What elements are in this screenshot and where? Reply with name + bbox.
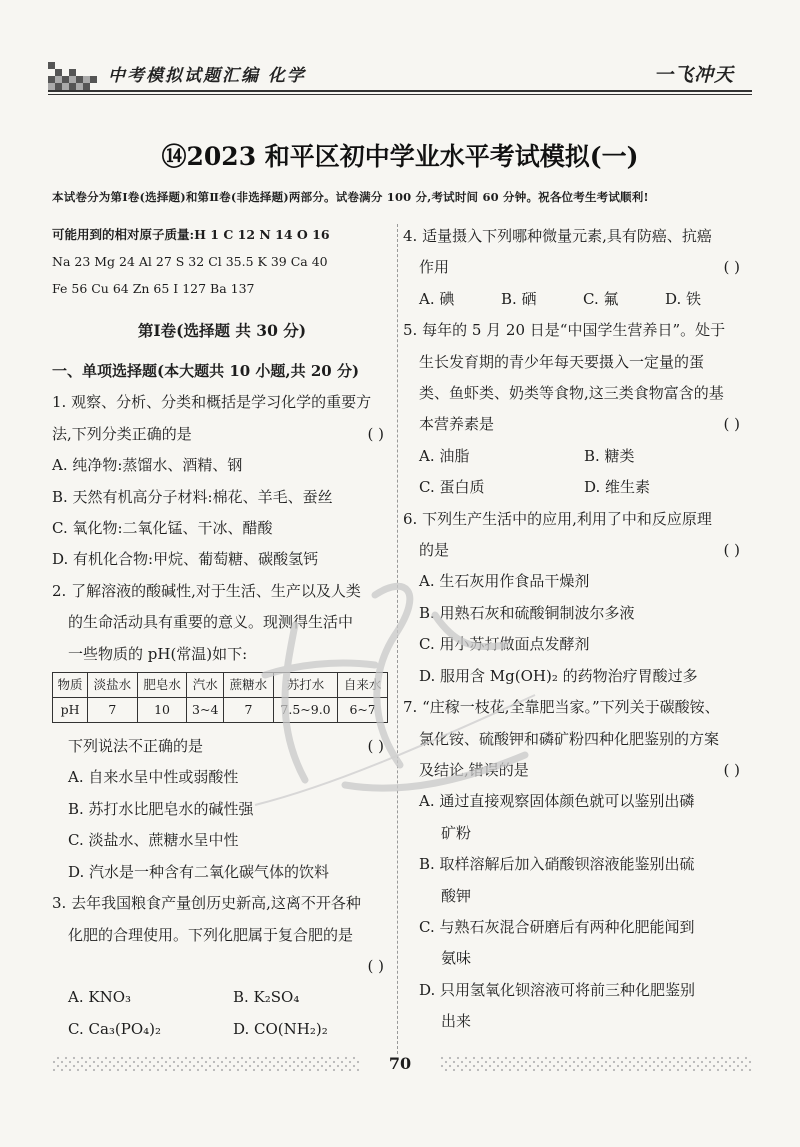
atomic-masses-line-3: Fe 56 Cu 64 Zn 65 I 127 Ba 137 (52, 281, 255, 296)
question-5-options-cd (403, 472, 748, 503)
question-5-line-4 (403, 409, 748, 440)
question-1-option-c: C. 氧化物:二氧化锰、干冰、醋酸 (52, 519, 273, 538)
ph-table-cell: 7 (224, 698, 274, 723)
question-3-line-2: 化肥的合理使用。下列化肥属于复合肥的是 (68, 925, 354, 944)
question-2-option-a: A. 自来水呈中性或弱酸性 (68, 768, 239, 787)
question-2-stem (52, 731, 392, 762)
question-3-answer-blank[interactable]: ( ) (367, 956, 384, 975)
header-rule-thin (48, 94, 752, 95)
question-7-option-a-line-1: A. 通过直接观察固体颜色就可以鉴别出磷 (419, 792, 695, 811)
ph-table-cell: 7 (88, 698, 138, 723)
part-title: 一、单项选择题(本大题共 10 小题,共 20 分) (52, 362, 360, 380)
question-6-option-b: B. 用熟石灰和硫酸铜制波尔多液 (419, 603, 635, 622)
ph-table-header: 肥皂水 (137, 673, 187, 698)
question-4-option-a: A. 碘 (419, 289, 455, 308)
question-4 (403, 221, 748, 315)
question-5-option-c: C. 蛋白质 (419, 478, 485, 497)
column-divider (397, 224, 398, 1054)
question-6-line-1: 6. 下列生产生活中的应用,利用了中和反应原理 (403, 509, 712, 528)
question-6-option-a: A. 生石灰用作食品干燥剂 (419, 572, 590, 591)
ph-table-header: 淡盐水 (88, 673, 138, 698)
question-6-answer-blank[interactable]: ( ) (723, 541, 740, 560)
question-4-line-2-text: 作用 (419, 258, 450, 277)
question-4-option-b: B. 硒 (501, 289, 537, 308)
question-7-option-b-line-1: B. 取样溶解后加入硝酸钡溶液能鉴别出硫 (419, 855, 695, 874)
header-series-title: 中考模拟试题汇编 化学 (108, 66, 306, 86)
left-column (52, 221, 392, 1045)
ph-table-header: 物质 (53, 673, 88, 698)
question-4-line-1: 4. 适量摄入下列哪种微量元素,具有防癌、抗癌 (403, 227, 712, 245)
question-3-line-1: 3. 去年我国粮食产量创历史新高,这离不开各种 (52, 894, 361, 913)
question-6-option-c: C. 用小苏打做面点发酵剂 (419, 635, 590, 654)
ph-table-value-row (53, 698, 388, 723)
header-rule (48, 90, 752, 92)
question-7-option-b-line-2: 酸钾 (441, 886, 472, 905)
question-6 (403, 504, 748, 692)
question-1-option-a: A. 纯净物:蒸馏水、酒精、钢 (52, 456, 243, 475)
question-3-options-ab (52, 982, 392, 1013)
atomic-masses-line-1: 可能用到的相对原子质量:H 1 C 12 N 14 O 16 (52, 227, 330, 242)
question-7-option-c-line-2: 氨味 (441, 949, 472, 968)
question-2-answer-blank[interactable]: ( ) (367, 737, 384, 756)
question-5-option-b: B. 糖类 (584, 446, 635, 465)
header-brand: 一飞冲天 (654, 64, 735, 86)
question-7-line-2: 氯化铵、硫酸钾和磷矿粉四种化肥鉴别的方案 (419, 729, 720, 748)
question-7-option-d-line-2: 出来 (441, 1012, 472, 1031)
question-5-line-4-text: 本营养素是 (419, 415, 495, 434)
ph-table-header-row (53, 673, 388, 698)
question-1-option-b: B. 天然有机高分子材料:棉花、羊毛、蚕丝 (52, 487, 333, 506)
question-5-option-d: D. 维生素 (584, 478, 651, 497)
atomic-masses (52, 221, 392, 302)
question-6-line-2 (403, 535, 748, 566)
question-3-option-d: D. CO(NH₂)₂ (233, 1019, 328, 1038)
question-5-answer-blank[interactable]: ( ) (723, 415, 740, 434)
question-2-option-d: D. 汽水是一种含有二氧化碳气体的饮料 (68, 862, 330, 881)
ph-table-header: 苏打水 (273, 673, 338, 698)
ph-table-header: 自来水 (338, 673, 388, 698)
question-5-line-1: 5. 每年的 5 月 20 日是“中国学生营养日”。处于 (403, 321, 726, 340)
atomic-masses-line-2: Na 23 Mg 24 Al 27 S 32 Cl 35.5 K 39 Ca 40 (52, 254, 328, 269)
question-4-answer-blank[interactable]: ( ) (723, 258, 740, 277)
question-7-option-d-line-1: D. 只用氢氧化钡溶液可将前三种化肥鉴别 (419, 980, 696, 999)
question-1-line-1: 1. 观察、分析、分类和概括是学习化学的重要方 (52, 393, 372, 412)
question-7-line-3 (403, 755, 748, 786)
right-column (403, 221, 748, 1038)
exam-title: ⑭2023 和平区初中学业水平考试模拟(一) (161, 142, 639, 171)
question-2 (52, 576, 392, 888)
question-2-stem-text: 下列说法不正确的是 (68, 737, 204, 756)
ph-table-header: 蔗糖水 (224, 673, 274, 698)
question-1-answer-blank[interactable]: ( ) (367, 424, 384, 443)
question-4-option-c: C. 氟 (583, 289, 619, 308)
question-2-option-c: C. 淡盐水、蔗糖水呈中性 (68, 831, 239, 850)
question-7-line-1: 7. “庄稼一枝花,全靠肥当家。”下列关于碳酸铵、 (403, 698, 720, 717)
question-1 (52, 387, 392, 575)
question-4-option-d: D. 铁 (665, 289, 702, 308)
ph-table-row-label: pH (53, 698, 88, 723)
ph-table-cell: 7.5~9.0 (273, 698, 338, 723)
ph-table (52, 672, 388, 723)
question-5-option-a: A. 油脂 (419, 446, 470, 465)
question-7 (403, 692, 748, 1037)
ph-table-cell: 3~4 (187, 698, 224, 723)
question-3-blank-line (52, 951, 392, 982)
exam-intro: 本试卷分为第Ⅰ卷(选择题)和第Ⅱ卷(非选择题)两部分。试卷满分 100 分,考试时间 60 分钟。祝各位考生考试顺利! (52, 190, 649, 204)
question-3-option-c: C. Ca₃(PO₄)₂ (68, 1019, 162, 1038)
ph-table-header: 汽水 (187, 673, 224, 698)
ph-table-cell: 10 (137, 698, 187, 723)
question-6-line-2-text: 的是 (419, 541, 450, 560)
question-7-option-a-line-2: 矿粉 (441, 823, 472, 842)
question-7-answer-blank[interactable]: ( ) (723, 760, 740, 779)
question-2-option-b: B. 苏打水比肥皂水的碱性强 (68, 799, 254, 818)
question-3-option-a: A. KNO₃ (68, 988, 132, 1007)
ph-table-cell: 6~7 (338, 698, 388, 723)
question-3-option-b: B. K₂SO₄ (233, 988, 300, 1007)
header-checker-decoration (48, 62, 100, 90)
question-3 (52, 888, 392, 1045)
question-5-line-3: 类、鱼虾类、奶类等食物,这三类食物富含的基 (419, 384, 724, 403)
section-title: 第Ⅰ卷(选择题 共 30 分) (137, 321, 307, 340)
question-7-line-3-text: 及结论,错误的是 (419, 760, 529, 779)
question-1-option-d: D. 有机化合物:甲烷、葡萄糖、碳酸氢钙 (52, 550, 319, 569)
question-7-option-c-line-1: C. 与熟石灰混合研磨后有两种化肥能闻到 (419, 917, 695, 936)
page-number: 70 (360, 1054, 440, 1073)
question-1-line-2-text: 法,下列分类正确的是 (52, 424, 192, 443)
question-5-line-2: 生长发育期的青少年每天要摄入一定量的蛋 (419, 352, 705, 371)
question-5-options-ab (403, 441, 748, 472)
question-5 (403, 315, 748, 503)
question-2-line-1: 2. 了解溶液的酸碱性,对于生活、生产以及人类 (52, 581, 361, 600)
question-4-line-2 (403, 252, 748, 283)
question-4-options (403, 284, 748, 315)
question-6-option-d: D. 服用含 Mg(OH)₂ 的药物治疗胃酸过多 (419, 666, 698, 685)
question-2-line-3: 一些物质的 pH(常温)如下: (68, 644, 248, 663)
question-2-line-2: 的生命活动具有重要的意义。现测得生活中 (68, 613, 354, 632)
question-3-options-cd (52, 1014, 392, 1045)
question-1-line-2 (52, 419, 392, 450)
